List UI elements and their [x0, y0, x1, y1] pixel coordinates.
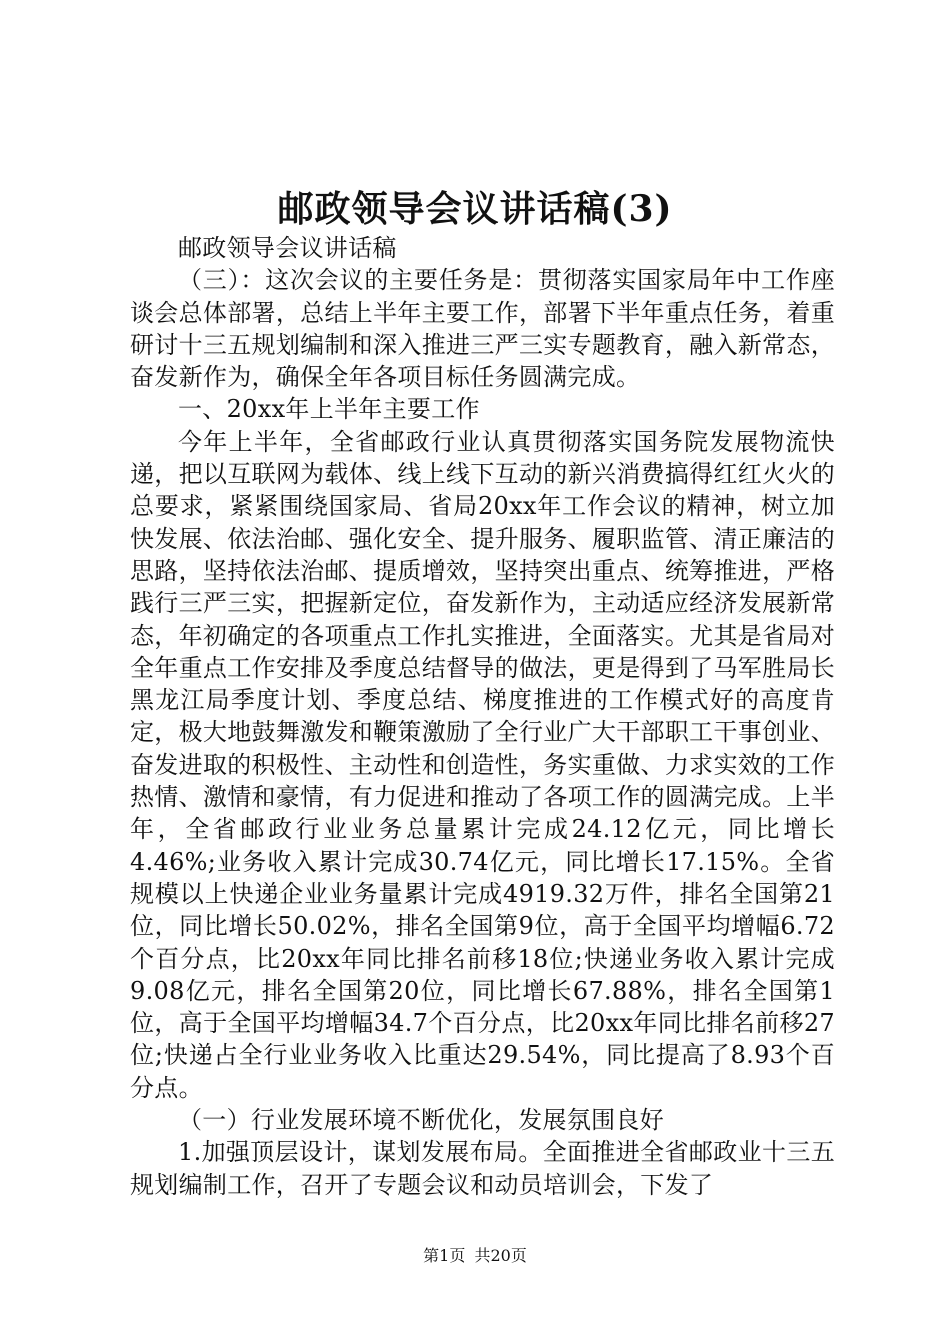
- paragraph-item-1: 1.加强顶层设计，谋划发展布局。全面推进全省邮政业十三五规划编制工作，召开了专题会议和动员培训会，下发了: [130, 1138, 835, 1199]
- subsection-heading-1: （一）行业发展环境不断优化，发展氛围良好: [178, 1106, 664, 1135]
- paragraph-summary: 今年上半年，全省邮政行业认真贯彻落实国务院发展物流快递，把以互联网为载体、线上线下互动的新兴消费搞得红红火火的总要求，紧紧围绕国家局、省局20xx年工作会议的精神，树立加快发展、依法治邮、强化安全、提升服务、履职监管、清正廉洁的思路，坚持依法治邮、提质增效，坚持突出重点、统筹推进，严格践行三严三实，把握新定位，奋发新作为，主动适应经济发展新常态，年初确定的各项重点工作扎实推进，全面落实。尤其是省局对全年重点工作安排及季度总结督导的做法，更是得到了马军胜局长黑龙江局季度计划、季度总结、梯度推进的工作模式好的高度肯定，极大地鼓舞激发和鞭策激励了全行业广大干部职工干事创业、奋发进取的积极性、主动性和创造性，务实重做、力求实效的工作热情、激情和豪情，有力促进和推动了各项工作的圆满完成。上半年，全省邮政行业业务总量累计完成24.12亿元，同比增长4.46%;业务收入累计完成30.74亿元，同比增长17.15%。全省规模以上快递企业业务量累计完成4919.32万件，排名全国第21位，同比增长50.02%，排名全国第9位，高于全国平均增幅6.72个百分点，比20xx年同比排名前移18位;快递业务收入累计完成9.08亿元，排名全国第20位，同比增长67.88%，排名全国第1位，高于全国平均增幅34.7个百分点，比20xx年同比排名前移27位;快递占全行业业务收入比重达29.54%，同比提高了8.93个百分点。: [130, 427, 835, 1102]
- document-title: 邮政领导会议讲话稿(3): [277, 188, 673, 230]
- paragraph-subtitle: 邮政领导会议讲话稿: [178, 234, 397, 262]
- page-number: 第1页: [423, 1246, 466, 1265]
- paragraph-intro: （三）：这次会议的主要任务是：贯彻落实国家局年中工作座谈会总体部署，总结上半年主要工作，部署下半年重点任务，着重研讨十三五规划编制和深入推进三严三实专题教育，融入新常态，奋发新作为，确保全年各项目标任务圆满完成。: [130, 266, 835, 392]
- page-total: 共20页: [474, 1246, 527, 1265]
- page-footer: [0, 1245, 950, 1267]
- section-heading-1: 一、20xx年上半年主要工作: [178, 395, 480, 424]
- document-body: [130, 232, 835, 1201]
